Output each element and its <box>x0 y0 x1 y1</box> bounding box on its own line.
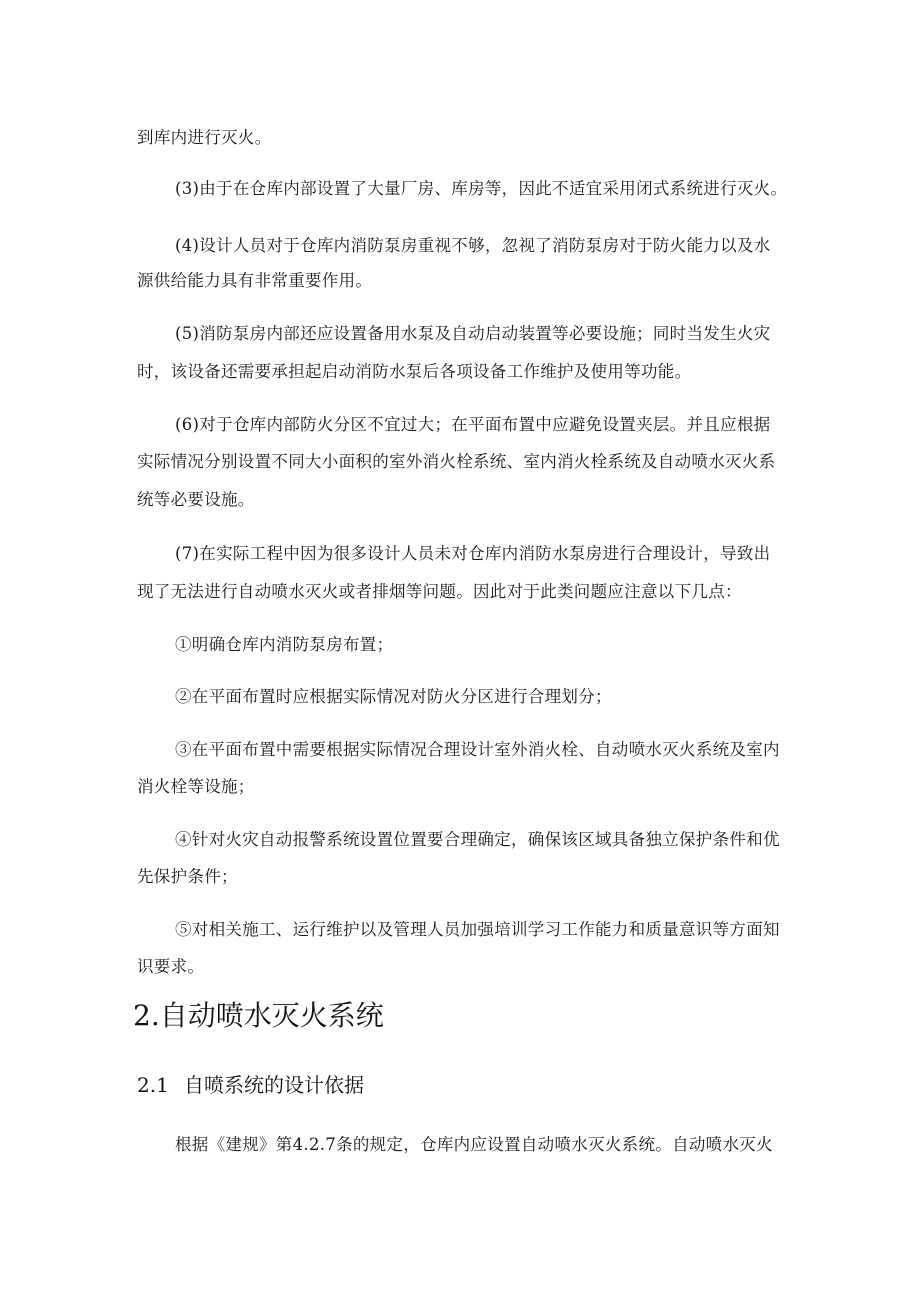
paragraph-line: 根据《建规》第4.2.7条的规定，仓库内应设置自动喷水灭火系统。自动喷水灭火 <box>175 1135 773 1154</box>
paragraph-line: 到库内进行灭火。 <box>137 128 272 147</box>
paragraph-line: 统等必要设施。 <box>137 490 255 509</box>
paragraph-line: 现了无法进行自动喷水灭火或者排烟等问题。因此对于此类问题应注意以下几点： <box>137 582 742 601</box>
list-item-continuation: 先保护条件； <box>137 867 238 886</box>
list-item: ①明确仓库内消防泵房布置； <box>175 635 394 654</box>
paragraph-line: (4)设计人员对于仓库内消防泵房重视不够，忽视了消防泵房对于防火能力以及水 <box>175 236 771 255</box>
paragraph-line: 实际情况分别设置不同大小面积的室外消火栓系统、室内消火栓系统及自动喷水灭火系 <box>137 452 776 471</box>
section-heading: 2.自动喷水灭火系统 <box>133 999 384 1032</box>
paragraph-line: 时，该设备还需要承担起启动消防水泵后各项设备工作维护及使用等功能。 <box>137 362 692 381</box>
paragraph-line: (3)由于在仓库内部设置了大量厂房、库房等，因此不适宜采用闭式系统进行灭火。 <box>175 179 788 198</box>
list-item: ②在平面布置时应根据实际情况对防火分区进行合理划分； <box>175 687 612 706</box>
list-item: ④针对火灾自动报警系统设置位置要合理确定，确保该区域具备独立保护条件和优 <box>175 830 780 849</box>
paragraph-line: (6)对于仓库内部防火分区不宜过大；在平面布置中应避免设置夹层。并且应根据 <box>175 415 771 434</box>
list-item: ③在平面布置中需要根据实际情况合理设计室外消火栓、自动喷水灭火系统及室内 <box>175 740 780 759</box>
list-item-continuation: 消火栓等设施； <box>137 777 255 796</box>
paragraph-line: (5)消防泵房内部还应设置备用水泵及自动启动装置等必要设施；同时当发生火灾 <box>175 324 771 343</box>
list-item: ⑤对相关施工、运行维护以及管理人员加强培训学习工作能力和质量意识等方面知 <box>175 920 780 939</box>
subsection-heading <box>137 1071 364 1099</box>
paragraph-line: 源供给能力具有非常重要作用。 <box>137 271 373 290</box>
subsection-number: 2.1 <box>137 1073 169 1097</box>
paragraph-line: (7)在实际工程中因为很多设计人员未对仓库内消防水泵房进行合理设计，导致出 <box>175 544 771 563</box>
list-item-continuation: 识要求。 <box>137 957 205 976</box>
subsection-title: 自喷系统的设计依据 <box>184 1073 364 1097</box>
